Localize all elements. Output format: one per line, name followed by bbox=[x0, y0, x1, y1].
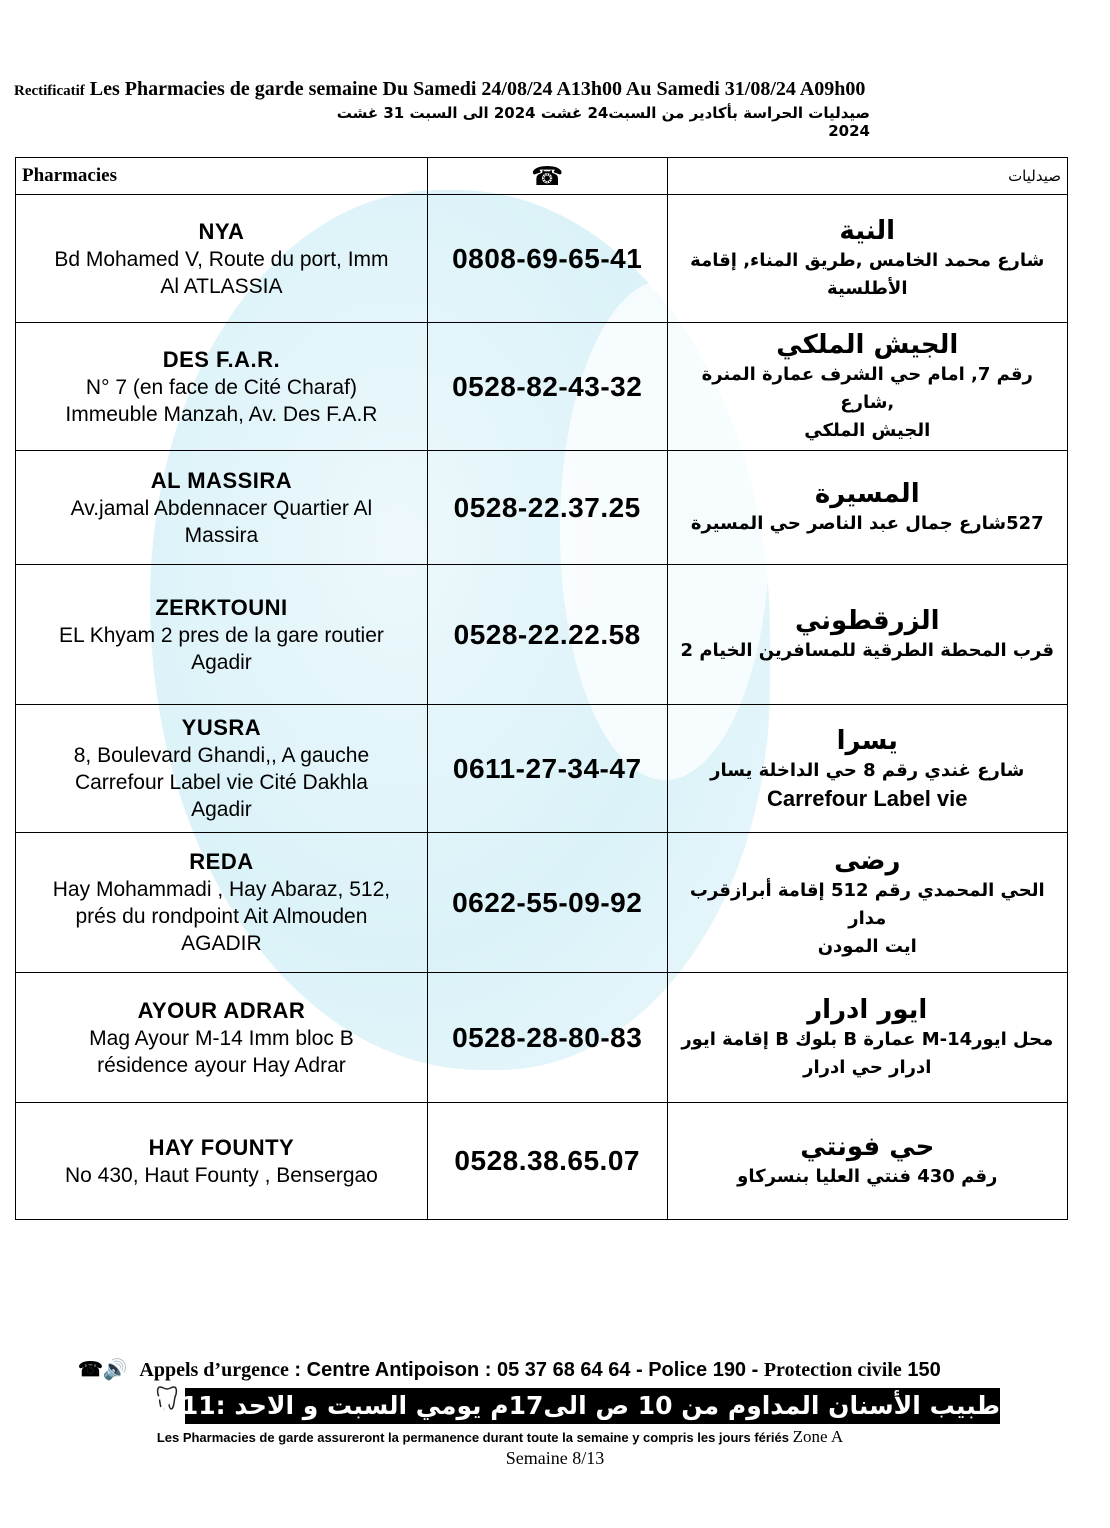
pharmacy-french-cell bbox=[16, 833, 428, 973]
pharmacy-arabic-cell bbox=[667, 705, 1067, 833]
pharmacy-french-cell bbox=[16, 705, 428, 833]
table-row bbox=[16, 705, 1068, 833]
pharmacy-french-cell bbox=[16, 195, 428, 323]
table-row bbox=[16, 323, 1068, 451]
emergency-contacts: Centre Antipoison : 05 37 68 64 64 - Police 190 - bbox=[306, 1359, 764, 1381]
pharmacy-name: DES F.A.R. bbox=[162, 346, 281, 372]
permanence-note bbox=[0, 1427, 1000, 1447]
pharmacy-arabic-address: رقم 430 فنتي العليا بنسركاو bbox=[737, 1166, 998, 1187]
rectificatif-label: Rectificatif bbox=[14, 83, 85, 99]
pharmacy-arabic-extra: Carrefour Label vie bbox=[767, 785, 968, 811]
pharmacy-phone: 0528-22.37.25 bbox=[427, 451, 667, 565]
table-row bbox=[16, 451, 1068, 565]
pharmacy-french-cell bbox=[16, 1103, 428, 1220]
table-row bbox=[16, 833, 1068, 973]
page-title bbox=[14, 78, 865, 101]
pharmacy-arabic-cell bbox=[667, 833, 1067, 973]
title-text: Les Pharmacies de garde semaine Du Samedi 24/08/24 A13h00 Au Samedi 31/08/24 A09h00 bbox=[89, 78, 866, 100]
appels-label: Appels d’urgence bbox=[139, 1359, 289, 1381]
table-header-row bbox=[16, 158, 1068, 195]
telephone-icon: ☎ bbox=[427, 158, 667, 195]
phone-speaker-icon: ☎🔊 bbox=[78, 1359, 128, 1381]
pharmacy-phone: 0528-82-43-32 bbox=[427, 323, 667, 451]
pharmacy-address: N° 7 (en face de Cité Charaf) Immeuble Manzah, Av. Des F.A.R bbox=[65, 375, 378, 426]
pharmacy-address: 8, Boulevard Ghandi,, A gauche Carrefour Label vie Cité Dakhla Agadir bbox=[73, 744, 370, 821]
pharmacy-arabic-name: الجيش الملكي bbox=[776, 329, 959, 360]
separator: : bbox=[288, 1359, 307, 1381]
pharmacy-arabic-name: حي فونتي bbox=[800, 1132, 935, 1162]
table-row bbox=[16, 195, 1068, 323]
pharmacy-arabic-address: رقم 7, امام حي الشرف عمارة المنرة ,شارع الجيش الملكي bbox=[701, 363, 1033, 441]
pharmacy-arabic-address: 527شارع جمال عبد الناصر حي المسيرة bbox=[690, 512, 1044, 534]
pharmacy-address: Av.jamal Abdennacer Quartier Al Massira bbox=[70, 496, 373, 547]
pharmacy-arabic-name: المسيرة bbox=[814, 478, 920, 509]
pharmacy-arabic-name: الزرقطوني bbox=[794, 605, 940, 636]
table-row bbox=[16, 973, 1068, 1103]
pharmacy-address: Mag Ayour M-14 Imm bloc B résidence ayour Hay Adrar bbox=[89, 1026, 354, 1077]
pharmacy-phone: 0611-27-34-47 bbox=[427, 705, 667, 833]
pharmacy-name: AL MASSIRA bbox=[150, 467, 293, 493]
pharmacy-address: Hay Mohammadi , Hay Abaraz, 512, prés du rondpoint Ait Almouden AGADIR bbox=[52, 878, 391, 955]
emergency-line bbox=[78, 1357, 941, 1382]
pharmacy-name: AYOUR ADRAR bbox=[137, 997, 306, 1023]
pharmacy-address: No 430, Haut Founty , Bensergao bbox=[65, 1163, 378, 1187]
week-label: Semaine 8/13 bbox=[505, 1448, 605, 1468]
pharmacy-address: EL Khyam 2 pres de la gare routier Agadir bbox=[58, 623, 384, 674]
pharmacy-phone: 0622-55-09-92 bbox=[427, 833, 667, 973]
pharmacy-arabic-address: الحي المحمدي رقم 512 إقامة أبرازقرب مدار ايت المودن bbox=[689, 879, 1045, 957]
arabic-title: صيدليات الحراسة بأكادير من السبت24 غشت 2024 الى السبت 31 غشت 2024 bbox=[336, 104, 870, 140]
dentist-banner: طبيب الأسنان المداوم من 10 ص الى17م يومي السبت و الاحد :11 12 11 08 06 bbox=[185, 1388, 1000, 1424]
pharmacy-address: Bd Mohamed V, Route du port, Imm Al ATLASSIA bbox=[54, 247, 389, 298]
pharmacy-arabic-cell bbox=[667, 451, 1067, 565]
pharmacy-arabic-address: قرب المحطة الطرقية للمسافرين الخيام 2 bbox=[680, 639, 1054, 661]
pharmacy-french-cell bbox=[16, 973, 428, 1103]
pharmacy-name: YUSRA bbox=[181, 715, 262, 740]
table-row bbox=[16, 565, 1068, 705]
pharmacy-name: ZERKTOUNI bbox=[155, 594, 288, 620]
pharmacy-arabic-cell bbox=[667, 565, 1067, 705]
pharmacy-name: HAY FOUNTY bbox=[148, 1134, 295, 1160]
pharmacy-arabic-address: محل ايورM-14 عمارة B بلوك B إقامة ايور ادرار حي ادرار bbox=[681, 1028, 1054, 1078]
pharmacy-name: REDA bbox=[189, 849, 254, 874]
pharmacy-phone: 0528-22.22.58 bbox=[427, 565, 667, 705]
pharmacy-arabic-cell bbox=[667, 1103, 1067, 1220]
pharmacy-arabic-cell bbox=[667, 195, 1067, 323]
pharmacy-phone: 0808-69-65-41 bbox=[427, 195, 667, 323]
pharmacy-arabic-address: شارع محمد الخامس ,طريق المناء, إقامة الأطلسية bbox=[690, 249, 1045, 299]
pharmacy-arabic-name: ايور ادرار bbox=[807, 994, 928, 1025]
pharmacy-arabic-cell bbox=[667, 973, 1067, 1103]
pharmacy-french-cell bbox=[16, 323, 428, 451]
zone-label: Zone A bbox=[792, 1427, 844, 1446]
protection-number: 150 bbox=[907, 1359, 941, 1381]
pharmacy-phone: 0528.38.65.07 bbox=[427, 1103, 667, 1220]
pharmacy-french-cell bbox=[16, 565, 428, 705]
pharmacy-arabic-name: النية bbox=[839, 215, 896, 246]
pharmacy-name: NYA bbox=[198, 218, 245, 244]
note-text: Les Pharmacies de garde assureront la permanence durant toute la semaine y compris les jours fériés bbox=[156, 1430, 790, 1445]
pharmacy-phone: 0528-28-80-83 bbox=[427, 973, 667, 1103]
pharmacy-arabic-name: رضى bbox=[834, 845, 901, 876]
pharmacy-french-cell bbox=[16, 451, 428, 565]
header-pharmacies: Pharmacies bbox=[16, 158, 428, 195]
table-row bbox=[16, 1103, 1068, 1220]
header-arabic: صيدليات bbox=[667, 158, 1067, 195]
pharmacy-arabic-address: شارع غندي رقم 8 حي الداخلة يسار bbox=[710, 759, 1025, 781]
pharmacy-arabic-cell bbox=[667, 323, 1067, 451]
protection-label: Protection civile bbox=[763, 1359, 902, 1381]
pharmacies-table bbox=[15, 157, 1068, 1220]
pharmacy-arabic-name: يسرا bbox=[836, 725, 898, 756]
